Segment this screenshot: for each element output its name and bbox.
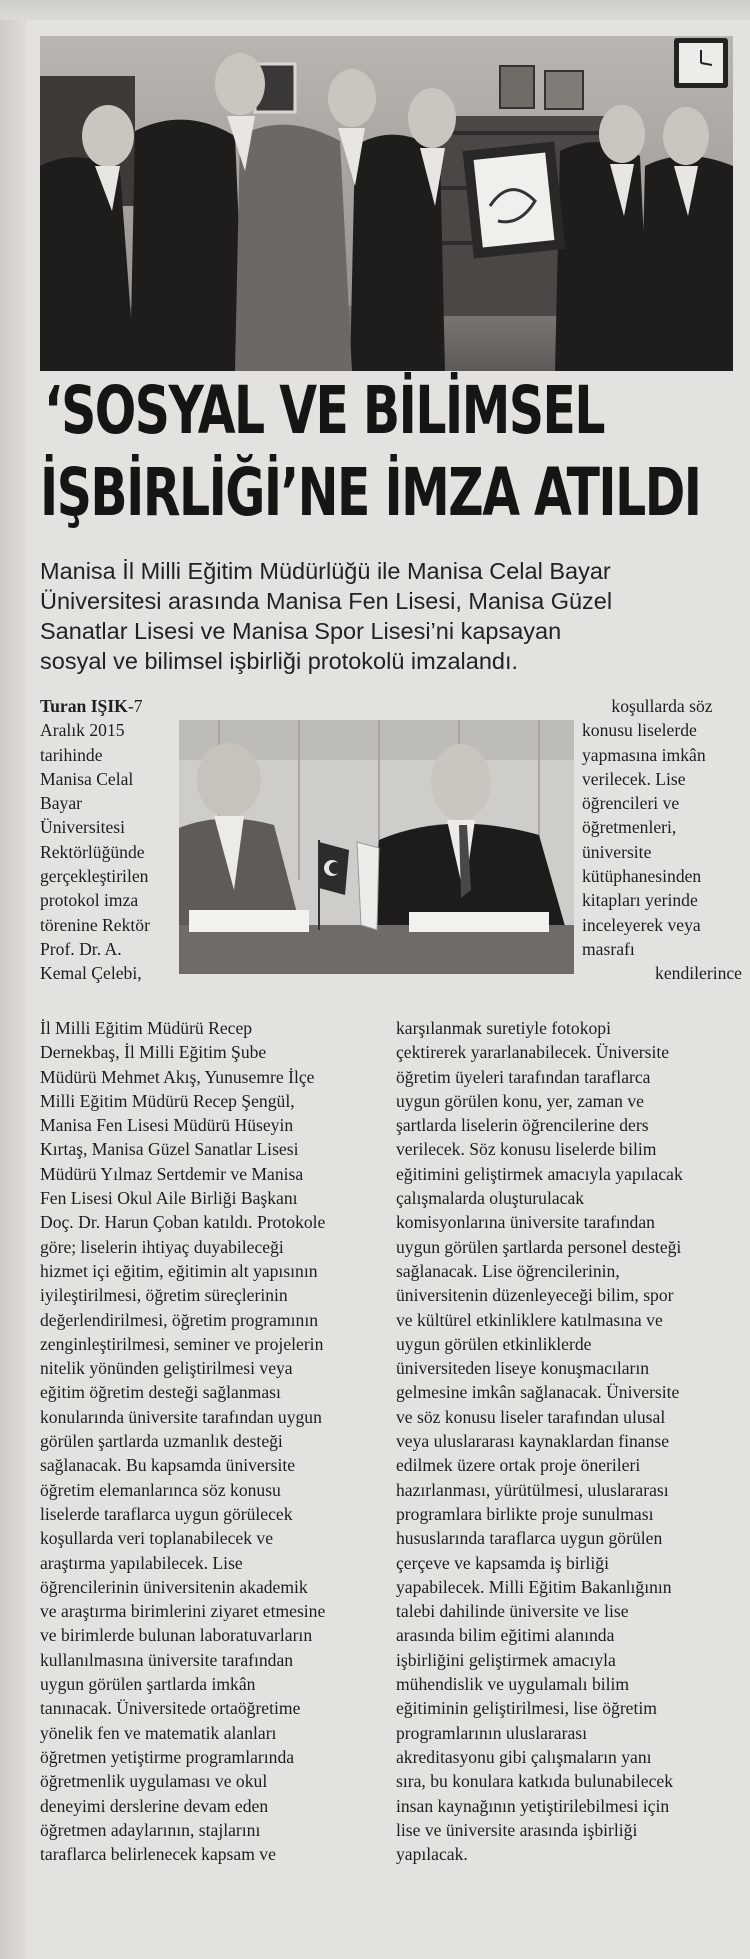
lede-line: Manisa İl Milli Eğitim Müdürlüğü ile Manisa Celal Bayar	[40, 558, 611, 584]
body-line: talebi dahilinde üniversite ve lise	[396, 1601, 629, 1622]
body-line: sağlanacak. Bu kapsamda üniversite	[40, 1455, 296, 1476]
body-line: uygun görülen etkinliklerde	[396, 1333, 592, 1354]
body-line: tanınacak. Üniversitede ortaöğretime	[40, 1698, 301, 1719]
body-line: hizmet içi eğitim, eğitimin alt yapısının	[40, 1260, 318, 1281]
byline-author: Turan IŞIK	[40, 696, 128, 716]
body-line: Aralık 2015	[40, 720, 125, 741]
body-line: uygun görülen şartlarda imkân	[40, 1674, 256, 1695]
body-line: uygun görülen şartlarda personel desteği	[396, 1236, 682, 1257]
body-line: Müdürü Yılmaz Sertdemir ve Manisa	[40, 1163, 304, 1184]
body-line: veya uluslararası kaynaklardan finanse	[396, 1431, 670, 1452]
body-line: çektirerek yararlanabilecek. Üniversite	[396, 1042, 670, 1063]
body-line: ve birimlerde bulunan laboratuvarların	[40, 1625, 313, 1646]
body-line: yönelik fen ve matematik alanları	[40, 1722, 277, 1743]
body-line: inceleyerek veya	[582, 914, 701, 935]
body-line: Üniversitesi	[40, 817, 126, 838]
body-line: İl Milli Eğitim Müdürü Recep	[40, 1018, 253, 1038]
body-line: zenginleştirilmesi, seminer ve projelerin	[40, 1333, 324, 1354]
body-line: koşullarda veri toplanabilecek ve	[40, 1528, 274, 1549]
body-line: öğretim elemanlarınca söz konusu	[40, 1479, 281, 1500]
body-line: eğitimini geliştirmek amacıyla yapılacak	[396, 1163, 683, 1184]
body-line: öğretmenleri,	[582, 817, 677, 838]
body-line: değerlendirilmesi, öğretim programının	[40, 1309, 319, 1330]
body-line: konusu liselerde	[582, 720, 697, 741]
body-line: üniversitenin düzenleyeceği bilim, spor	[396, 1285, 674, 1306]
body-line: öğrencilerinin üniversitenin akademik	[40, 1576, 308, 1597]
body-line: işbirliğini geliştirmek amacıyla	[396, 1649, 616, 1670]
lede-paragraph	[40, 556, 740, 676]
body-line: iyileştirilmesi, öğretim süreçlerinin	[40, 1285, 288, 1306]
body-line: eğitiminin geliştirilmesi, lise öğretim	[396, 1698, 657, 1719]
body-line: çerçeve ve kapsamda iş birliği	[396, 1552, 609, 1573]
wall-clock-icon	[674, 38, 728, 88]
body-line: sağlanacak. Lise öğrencilerinin,	[396, 1260, 620, 1281]
body-line: Fen Lisesi Okul Aile Birliği Başkanı	[40, 1188, 298, 1209]
body-line: mühendislik ve uygulamalı bilim	[396, 1674, 630, 1695]
body-line: arasında bilim eğitimi alanında	[396, 1625, 615, 1646]
body-line: yapılacak.	[396, 1844, 468, 1865]
body-line: uygun görülen konu, yer, zaman ve	[396, 1090, 644, 1111]
lede-line: Sanatlar Lisesi ve Manisa Spor Lisesi’ni kapsayan	[40, 618, 562, 644]
body-column-left	[40, 1016, 390, 1866]
body-line: görülen şartlarda uzmanlık desteği	[40, 1431, 283, 1452]
body-line: göre; liselerin ihtiyaç duyabileceği	[40, 1236, 284, 1257]
lede-line: Üniversitesi arasında Manisa Fen Lisesi, Manisa Güzel	[40, 588, 613, 614]
body-column-right-top	[582, 694, 742, 986]
signing-photo-graphic	[179, 720, 574, 974]
body-line: törenine Rektör	[40, 914, 150, 935]
body-line: yapmasına imkân	[582, 744, 706, 765]
body-line: Kırtaş, Manisa Güzel Sanatlar Lisesi	[40, 1139, 299, 1160]
body-line: Manisa Celal	[40, 768, 134, 789]
body-line: taraflarca belirlenecek kapsam ve	[40, 1844, 276, 1865]
body-line: ve söz konusu liseler tarafından ulusal	[396, 1406, 666, 1427]
body-line: kütüphanesinden	[582, 866, 702, 887]
previous-article-strip	[0, 0, 750, 20]
body-line: konularında üniversite tarafından uygun	[40, 1406, 322, 1427]
headline-line-2: İŞBİRLİĞİ’NE İMZA ATILDI	[40, 454, 701, 531]
body-line: insan kaynağının yetiştirilebilmesi için	[396, 1795, 670, 1816]
body-line: araştırma yapılabilecek. Lise	[40, 1552, 243, 1573]
body-line: öğrencileri ve	[582, 793, 680, 814]
body-line: öğretmen adaylarının, stajlarını	[40, 1819, 261, 1840]
body-line: lise ve üniversite arasında işbirliği	[396, 1819, 638, 1840]
headline-line-1: ‘SOSYAL VE BİLİMSEL	[44, 372, 605, 449]
body-line: liselerde taraflarca uygun görülecek	[40, 1503, 293, 1524]
body-line: Manisa Fen Lisesi Müdürü Hüseyin	[40, 1115, 294, 1136]
body-line: kullanılmasına üniversite tarafından	[40, 1649, 294, 1670]
adjacent-column-edge	[0, 20, 26, 1959]
framed-calligraphy-icon	[463, 141, 566, 258]
body-line: Müdürü Mehmet Akış, Yunusemre İlçe	[40, 1066, 315, 1087]
body-line: Bayar	[40, 793, 83, 814]
body-line: kitapları yerinde	[582, 890, 698, 911]
lede-line: sosyal ve bilimsel işbirliği protokolü imzalandı.	[40, 648, 519, 674]
body-line: nitelik yönünden geliştirilmesi veya	[40, 1358, 293, 1379]
body-line: programlarının uluslararası	[396, 1722, 588, 1743]
body-line: eğitim öğretim desteği sağlanması	[40, 1382, 281, 1403]
body-line: öğretmenlik uygulaması ve okul	[40, 1771, 268, 1792]
body-line: koşullarda söz	[611, 696, 713, 716]
body-line: gerçekleştirilen	[40, 866, 149, 887]
body-line: hazırlanması, yürütülmesi, uluslararası	[396, 1479, 669, 1500]
body-line: deneyimi derslerine devam eden	[40, 1795, 269, 1816]
body-line: sıra, bu konulara katkıda bulunabilecek	[396, 1771, 674, 1792]
body-column-left-top	[40, 694, 180, 986]
byline-date-part: -7	[127, 696, 143, 716]
body-line: Dernekbaş, İl Milli Eğitim Şube	[40, 1042, 267, 1063]
body-line: öğretmen yetiştirme programlarında	[40, 1746, 295, 1767]
body-line: Rektörlüğünde	[40, 841, 145, 862]
body-line: Kemal Çelebi,	[40, 963, 142, 984]
body-line: çalışmalarda oluşturulacak	[396, 1188, 585, 1209]
body-line: Prof. Dr. A.	[40, 938, 122, 959]
body-line: komisyonlarına üniversite tarafından	[396, 1212, 655, 1233]
body-line: şartlarda liselerin öğrencilerine ders	[396, 1115, 649, 1136]
body-line: hususlarında taraflarca uygun görülen	[396, 1528, 663, 1549]
body-line: edilmek üzere ortak proje önerileri	[396, 1455, 641, 1476]
body-line: yapabilecek. Milli Eğitim Bakanlığının	[396, 1576, 672, 1597]
ceremony-photo	[40, 36, 733, 371]
body-line: programlara birlikte proje sunulması	[396, 1503, 654, 1524]
body-line: verilecek. Söz konusu liselerde bilim	[396, 1139, 657, 1160]
body-line: masrafı	[582, 938, 635, 959]
body-line: karşılanmak suretiyle fotokopi	[396, 1018, 611, 1038]
signing-photo	[179, 720, 574, 974]
body-line: ve araştırma birimlerini ziyaret etmesine	[40, 1601, 326, 1622]
body-line: akreditasyonu gibi çalışmaların yanı	[396, 1746, 652, 1767]
byline	[40, 694, 180, 718]
body-line: Doç. Dr. Harun Çoban katıldı. Protokole	[40, 1212, 326, 1233]
body-line: verilecek. Lise	[582, 768, 686, 789]
body-line: ve kültürel etkinliklere katılmasına ve	[396, 1309, 663, 1330]
body-line: öğretim üyeleri tarafından taraflarca	[396, 1066, 651, 1087]
body-line: protokol imza	[40, 890, 139, 911]
body-line: Milli Eğitim Müdürü Recep Şengül,	[40, 1090, 295, 1111]
ceremony-photo-graphic	[40, 36, 733, 371]
body-line: üniversiteden liseye konuşmacıların	[396, 1358, 650, 1379]
body-line: kendilerince	[655, 963, 742, 984]
body-line: gelmesine imkân sağlanacak. Üniversite	[396, 1382, 680, 1403]
body-line: tarihinde	[40, 744, 103, 765]
body-column-right	[396, 1016, 746, 1866]
body-line: üniversite	[582, 841, 652, 862]
